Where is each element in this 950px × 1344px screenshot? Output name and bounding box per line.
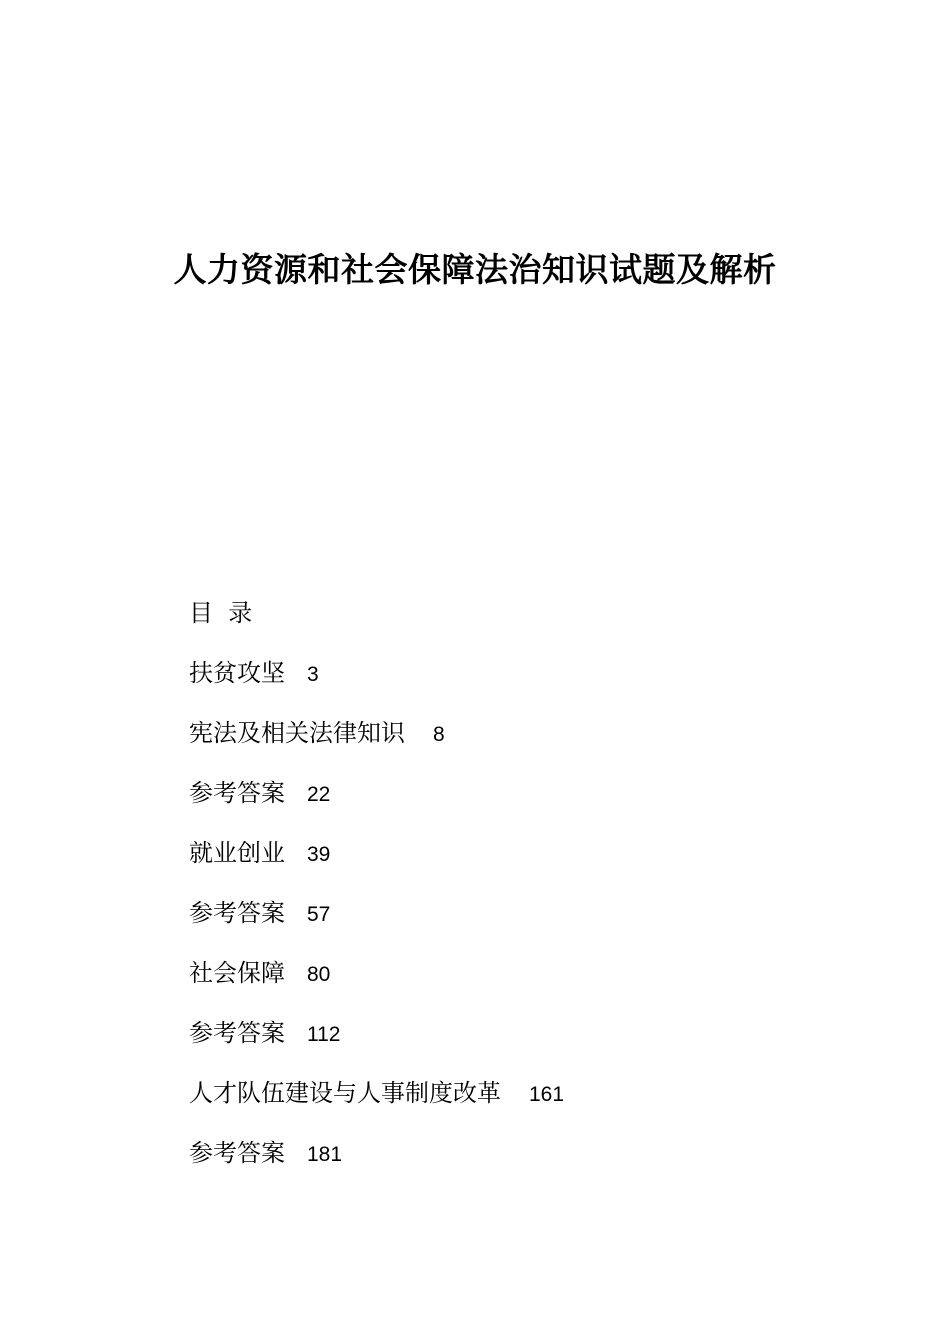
toc-entry[interactable] <box>189 956 564 990</box>
toc-entry-label: 人才队伍建设与人事制度改革 <box>189 1079 501 1107</box>
toc-entry-label: 宪法及相关法律知识 <box>189 719 405 747</box>
table-of-contents <box>189 596 564 1196</box>
toc-entry-label: 扶贫攻坚 <box>189 659 285 687</box>
toc-entry-label: 参考答案 <box>189 1139 285 1167</box>
toc-entry[interactable] <box>189 1136 564 1170</box>
toc-entry-page: 80 <box>307 963 331 986</box>
toc-entry-label: 参考答案 <box>189 1019 285 1047</box>
toc-entry[interactable] <box>189 716 564 750</box>
toc-entry[interactable] <box>189 896 564 930</box>
document-title: 人力资源和社会保障法治知识试题及解析 <box>173 250 777 289</box>
toc-entry[interactable] <box>189 1076 564 1110</box>
toc-entry-label: 参考答案 <box>189 899 285 927</box>
toc-entry[interactable] <box>189 1016 564 1050</box>
toc-entry-page: 161 <box>529 1083 565 1106</box>
toc-entry-page: 112 <box>307 1023 341 1046</box>
toc-entry-label: 社会保障 <box>189 959 285 987</box>
toc-entry[interactable] <box>189 656 564 690</box>
toc-entry[interactable] <box>189 836 564 870</box>
toc-entry-label: 就业创业 <box>189 839 285 867</box>
toc-entry-page: 181 <box>307 1143 343 1166</box>
toc-entry-page: 22 <box>307 783 331 806</box>
toc-entry-page: 8 <box>433 723 445 746</box>
toc-heading: 目 录 <box>189 599 253 627</box>
toc-entry-page: 57 <box>307 903 331 926</box>
toc-entry[interactable] <box>189 776 564 810</box>
toc-entry-label: 参考答案 <box>189 779 285 807</box>
toc-entry-page: 39 <box>307 843 331 866</box>
toc-entry-page: 3 <box>307 663 319 686</box>
